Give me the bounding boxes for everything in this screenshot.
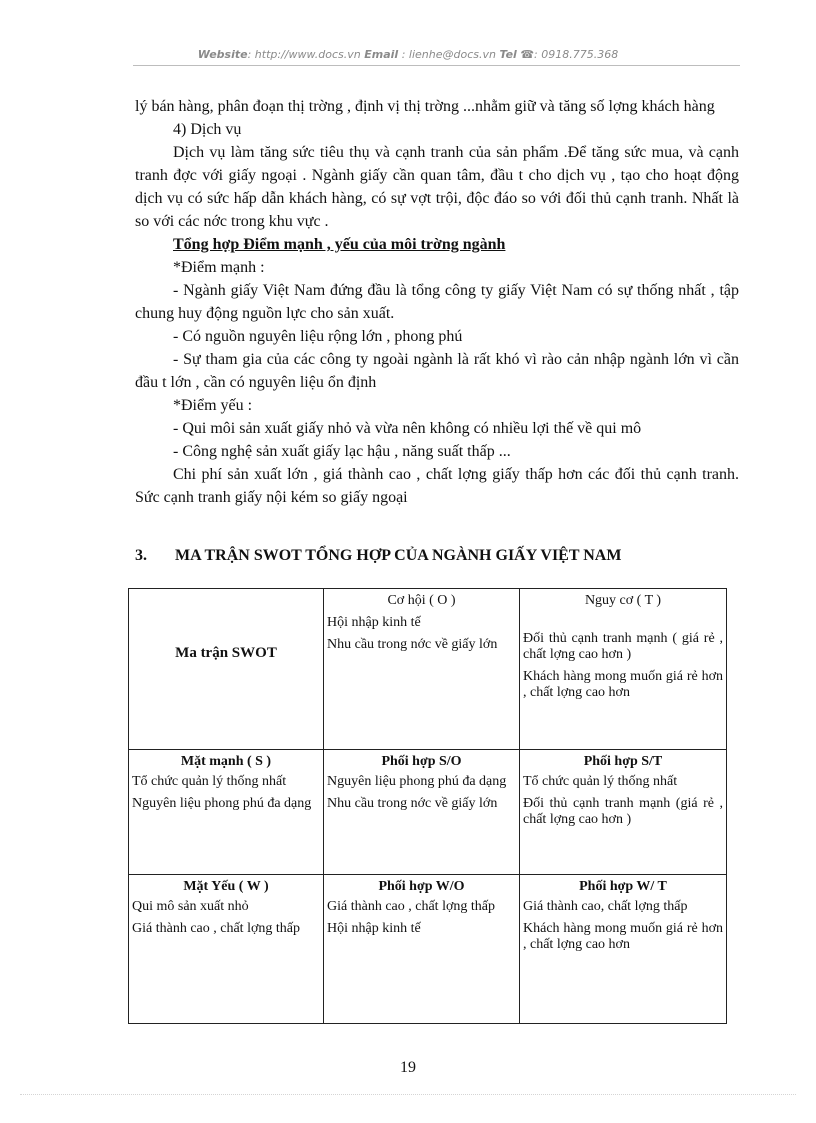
table-row bbox=[129, 589, 727, 750]
cell-item: Đối thủ cạnh tranh mạnh (giá rẻ , chất lợng cao hơn ) bbox=[523, 796, 723, 827]
swot-matrix-table bbox=[128, 588, 727, 1024]
so-title: Phối hợp S/O bbox=[381, 754, 462, 769]
cell-item: Nguyên liệu phong phú đa dạng bbox=[327, 774, 507, 789]
table-row bbox=[129, 750, 727, 875]
cell-item: Nhu cầu trong nớc về giấy lớn bbox=[327, 637, 498, 652]
weaknesses-title: Mặt Yếu ( W ) bbox=[183, 879, 269, 894]
tel-label: Tel bbox=[499, 48, 517, 61]
cell-item: Giá thành cao, chất lợng thấp bbox=[523, 899, 688, 914]
email-label: Email bbox=[364, 48, 399, 61]
strengths-label: *Điểm mạnh : bbox=[173, 259, 265, 276]
strengths-title: Mặt mạnh ( S ) bbox=[180, 754, 272, 769]
page-number: 19 bbox=[400, 1059, 416, 1076]
cell-item: Nhu cầu trong nớc về giấy lớn bbox=[327, 796, 498, 811]
summary-heading: Tổng hợp Điểm mạnh , yếu của môi trờng ngành bbox=[173, 236, 506, 253]
section-number: 3. bbox=[135, 547, 147, 564]
st-cell bbox=[520, 750, 727, 875]
list-item: - Sự tham gia của các công ty ngoài ngành là rất khó vì rào cản nhập ngành lớn vì cần đầu t lớn , cần có nguyên liệu ổn định bbox=[135, 351, 739, 391]
paragraph: Dịch vụ làm tăng sức tiêu thụ và cạnh tranh của sản phẩm .Để tăng sức mua, và cạnh tranh đợc với giấy ngoại . Ngành giấy cần quan tâm, đầu t cho dịch vụ , tạo cho hoạt động dịch vụ có sức hấp dẫn khách hàng, có sự vợt trội, độc đáo so với đối thủ cạnh tranh. Nhất là so với các nớc trong khu vực . bbox=[135, 144, 739, 230]
subheading-service: 4) Dịch vụ bbox=[173, 121, 242, 138]
header-divider bbox=[133, 65, 740, 66]
strengths-cell bbox=[129, 750, 324, 875]
document-body bbox=[135, 95, 739, 509]
list-item: - Công nghệ sản xuất giấy lạc hậu , năng suất thấp ... bbox=[173, 443, 511, 460]
threats-cell bbox=[520, 589, 727, 750]
st-title: Phối hợp S/T bbox=[583, 754, 663, 769]
cell-item: Đối thủ cạnh tranh mạnh ( giá rẻ , chất lợng cao hơn ) bbox=[523, 631, 723, 662]
cell-item: Nguyên liệu phong phú đa dạng bbox=[132, 796, 312, 811]
opportunities-title: Cơ hội ( O ) bbox=[387, 593, 456, 608]
cell-item: Khách hàng mong muốn giá rẻ hơn , chất lợng cao hơn bbox=[523, 921, 723, 952]
matrix-corner-cell bbox=[129, 589, 324, 750]
section-title: MA TRẬN SWOT TỔNG HỢP CỦA NGÀNH GIẤY VIỆT NAM bbox=[175, 547, 622, 564]
weaknesses-cell bbox=[129, 875, 324, 1024]
list-item: - Ngành giấy Việt Nam đứng đầu là tổng công ty giấy Việt Nam có sự thống nhất , tập chung huy động nguồn lực cho sản xuất. bbox=[135, 282, 739, 322]
cell-item: Tổ chức quản lý thống nhất bbox=[523, 774, 678, 789]
website-value: : http://www.docs.vn bbox=[247, 48, 361, 61]
email-value: : lienhe@docs.vn bbox=[401, 48, 496, 61]
wo-cell bbox=[324, 875, 520, 1024]
cell-item: Giá thành cao , chất lợng thấp bbox=[132, 921, 300, 936]
cell-item: Tổ chức quản lý thống nhất bbox=[132, 774, 287, 789]
cell-item: Qui mô sản xuất nhỏ bbox=[132, 899, 249, 914]
paragraph: Chi phí sản xuất lớn , giá thành cao , chất lợng giấy thấp hơn các đối thủ cạnh tranh. Sức cạnh tranh giấy nội kém so giấy ngoại bbox=[135, 466, 739, 506]
list-item: - Qui môi sản xuất giấy nhỏ và vừa nên không có nhiều lợi thế về qui mô bbox=[173, 420, 642, 437]
wt-title: Phối hợp W/ T bbox=[579, 879, 667, 894]
cell-item: Giá thành cao , chất lợng thấp bbox=[327, 899, 495, 914]
weaknesses-label: *Điểm yếu : bbox=[173, 397, 253, 414]
list-item: - Có nguồn nguyên liệu rộng lớn , phong phú bbox=[173, 328, 463, 345]
cell-item: Hội nhập kinh tế bbox=[327, 921, 421, 936]
wt-cell bbox=[520, 875, 727, 1024]
cell-item: Khách hàng mong muốn giá rẻ hơn , chất lợng cao hơn bbox=[523, 669, 723, 700]
paragraph: lý bán hàng, phân đoạn thị trờng , định vị thị trờng ...nhằm giữ và tăng số lợng khách hàng bbox=[135, 98, 715, 115]
cell-item: Hội nhập kinh tế bbox=[327, 615, 421, 630]
so-cell bbox=[324, 750, 520, 875]
wo-title: Phối hợp W/O bbox=[378, 879, 465, 894]
tel-value: ☎: 0918.775.368 bbox=[520, 48, 619, 61]
threats-title: Nguy cơ ( T ) bbox=[584, 593, 662, 608]
matrix-corner-label: Ma trận SWOT bbox=[175, 645, 277, 661]
footer-divider bbox=[20, 1094, 796, 1095]
section-heading bbox=[135, 547, 739, 565]
table-row bbox=[129, 875, 727, 1024]
website-label: Website bbox=[197, 48, 248, 61]
opportunities-cell bbox=[324, 589, 520, 750]
page-header bbox=[0, 48, 816, 61]
